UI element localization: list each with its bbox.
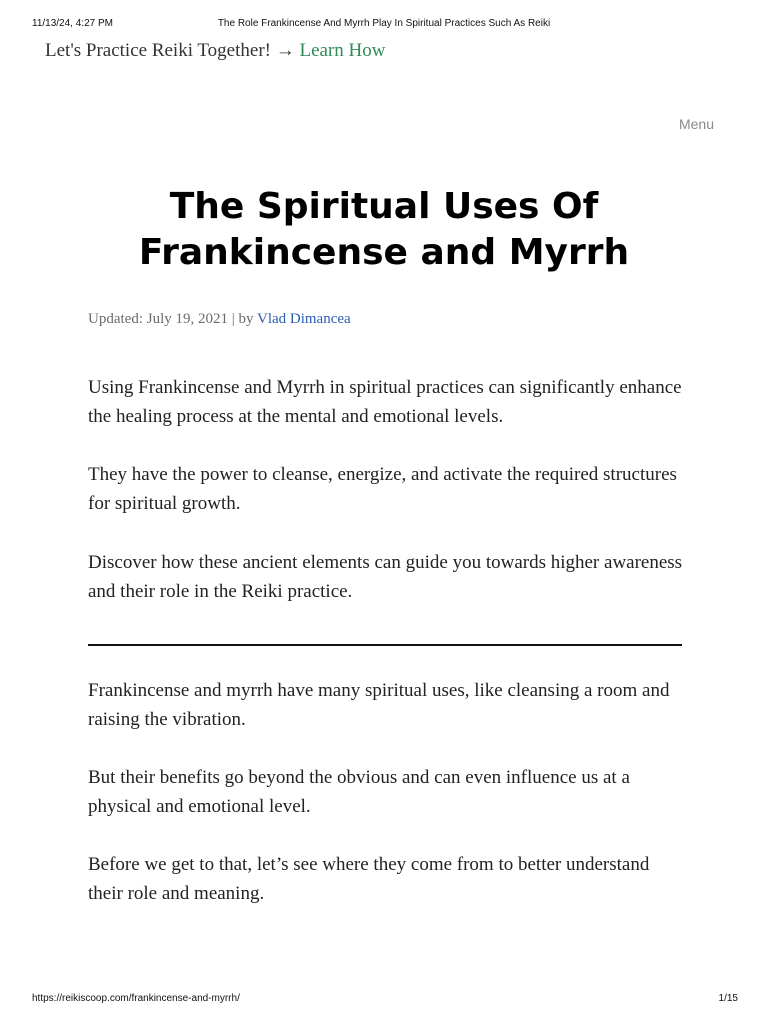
updated-date: Updated: July 19, 2021 | by [88, 311, 254, 327]
promo-text: Let's Practice Reiki Together! → [45, 40, 295, 61]
body-paragraph-3: Before we get to that, let’s see where they come from to better understand their role and meaning. [88, 854, 650, 904]
print-header [0, 18, 768, 32]
intro-paragraph-2: They have the power to cleanse, energize, and activate the required structures for spiritual growth. [88, 464, 677, 514]
body-paragraph-1: Frankincense and myrrh have many spiritual uses, like cleansing a room and raising the vibration. [88, 680, 670, 730]
print-document-title: The Role Frankincense And Myrrh Play In Spiritual Practices Such As Reiki [217, 18, 551, 29]
section-divider [88, 644, 682, 646]
body-paragraph-2: But their benefits go beyond the obvious and can even influence us at a physical and emotional level. [88, 767, 630, 817]
promo-banner [45, 40, 385, 62]
learn-how-link[interactable]: Learn How [299, 40, 386, 61]
print-page-number: 1/15 [718, 993, 738, 1004]
intro-paragraph-1: Using Frankincense and Myrrh in spiritual practices can significantly enhance the healing process at the mental and emotional levels. [88, 377, 682, 427]
article-title-line-1: The Spiritual Uses Of [169, 186, 599, 227]
intro-paragraph-3: Discover how these ancient elements can guide you towards higher awareness and their role in the Reiki practice. [88, 552, 683, 602]
article-meta [88, 311, 351, 328]
print-datetime: 11/13/24, 4:27 PM [32, 18, 113, 29]
article-title-line-2: Frankincense and Myrrh [138, 232, 630, 273]
author-link[interactable]: Vlad Dimancea [256, 311, 351, 327]
menu-button[interactable]: Menu [678, 116, 714, 132]
print-url: https://reikiscoop.com/frankincense-and-myrrh/ [32, 993, 240, 1004]
article-title [60, 184, 708, 276]
print-footer [0, 993, 768, 1007]
